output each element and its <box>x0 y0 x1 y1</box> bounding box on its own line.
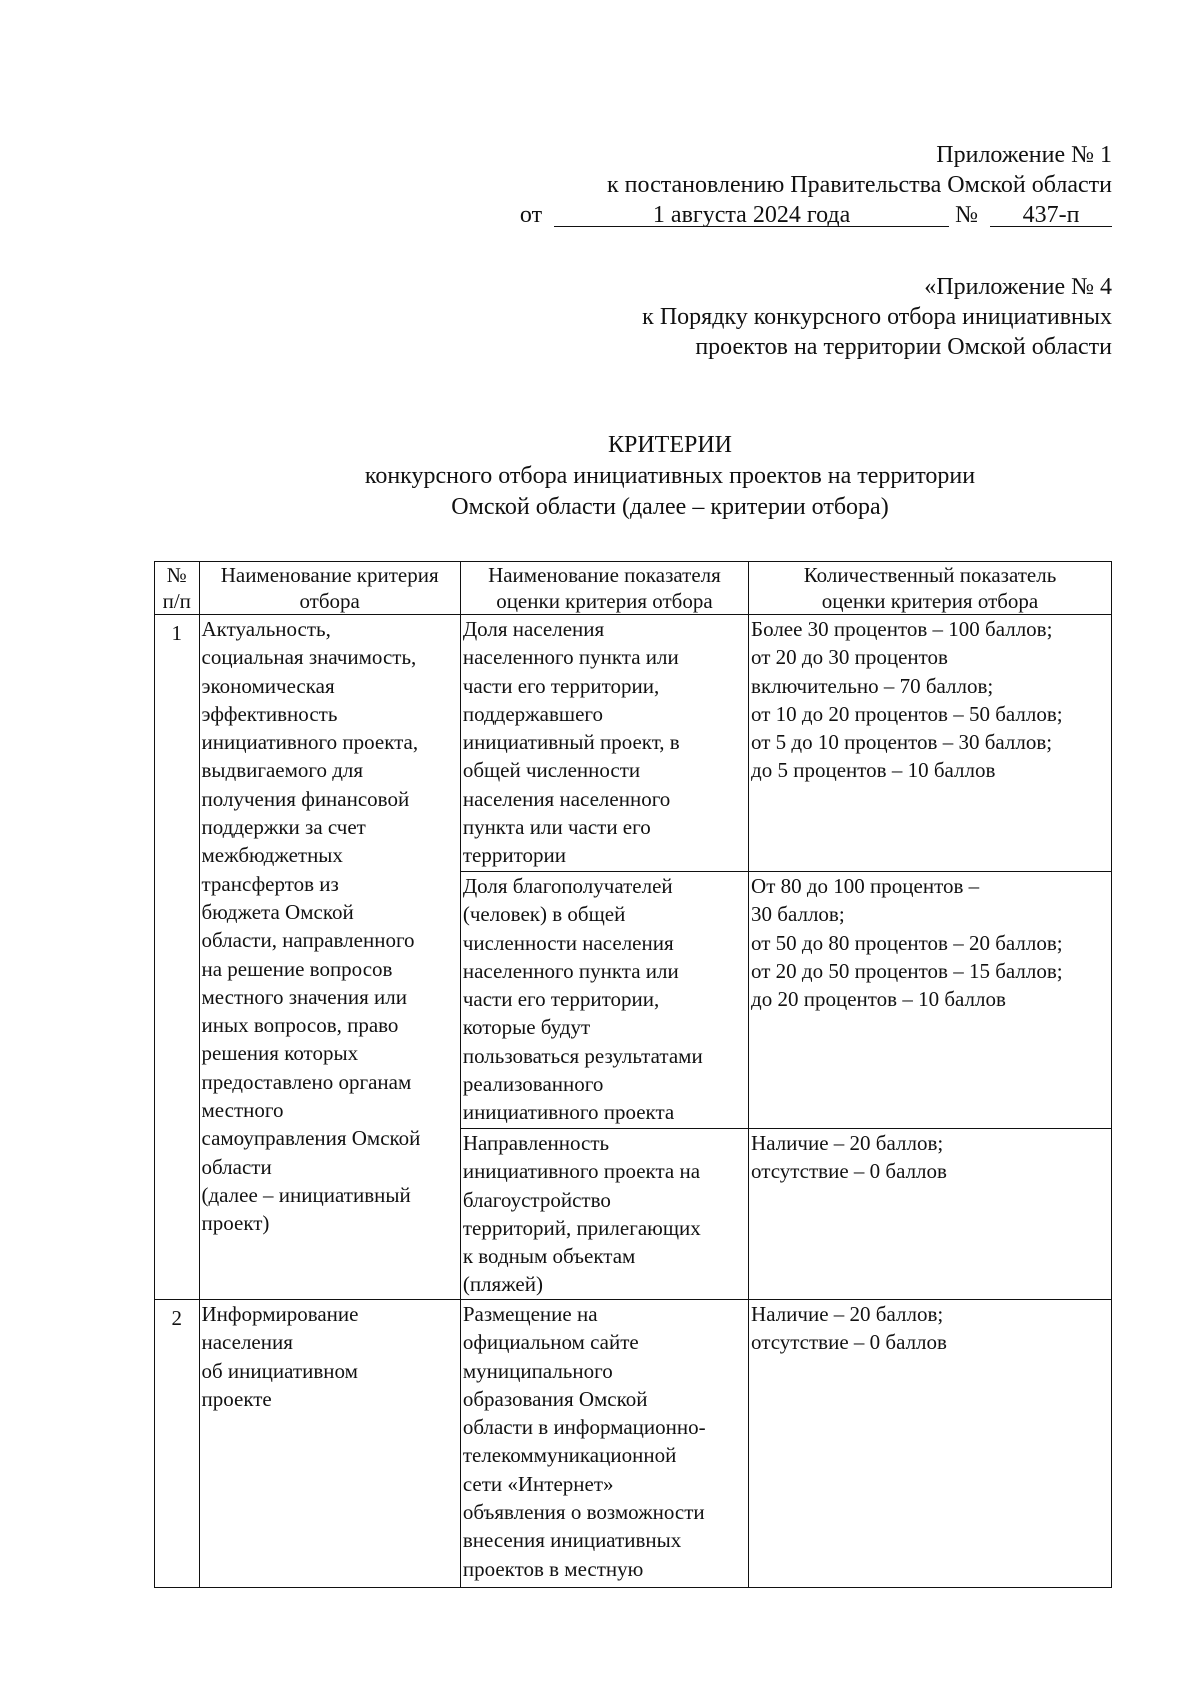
number-prefix: № <box>955 202 978 228</box>
table-row <box>155 1300 1112 1588</box>
indicator-cell: Доля населения населенного пункта или части его территории, поддержавшего инициативный проект, в общей численности населения населенного пункта или части его территории <box>460 615 748 872</box>
criteria-table <box>154 561 1112 1588</box>
score-cell: От 80 до 100 процентов – 30 баллов; от 50 до 80 процентов – 20 баллов; от 20 до 50 процентов – 15 баллов; до 20 процентов – 10 баллов <box>749 872 1112 1129</box>
row-number: 2 <box>155 1300 200 1588</box>
indicator-cell: Направленность инициативного проекта на благоустройство территорий, прилегающих к водным объектам (пляжей) <box>460 1129 748 1300</box>
appendix-header <box>520 140 1112 230</box>
document-subtitle-line-2: Омской области (далее – критерии отбора) <box>451 494 889 520</box>
order-reference-line-2: проектов на территории Омской области <box>695 334 1112 360</box>
score-cell: Более 30 процентов – 100 баллов; от 20 до 30 процентов включительно – 70 баллов; от 10 до 20 процентов – 50 баллов; от 5 до 10 процентов – 30 баллов; до 5 процентов – 10 баллов <box>749 615 1112 872</box>
indicator-cell: Доля благополучателей (человек) в общей численности населения населенного пункта или части его территории, которые будут пользоваться результатами реализованного инициативного проекта <box>460 872 748 1129</box>
row-number: 1 <box>155 615 200 1300</box>
resolution-date: 1 августа 2024 года <box>554 204 949 227</box>
header-indicator: Наименование показателя оценки критерия отбора <box>460 562 748 615</box>
header-score: Количественный показатель оценки критерия отбора <box>749 562 1112 615</box>
criterion-cell: Информирование населения об инициативном проекте <box>199 1300 460 1588</box>
score-cell: Наличие – 20 баллов; отсутствие – 0 баллов <box>749 1129 1112 1300</box>
resolution-number: 437-п <box>990 204 1112 227</box>
document-subtitle-line-1: конкурсного отбора инициативных проектов на территории <box>364 463 976 489</box>
indicator-cell: Размещение на официальном сайте муниципального образования Омской области в информационно- телекоммуникационной сети «Интернет» объявления о возможности внесения инициативных проектов в местную <box>460 1300 748 1588</box>
document-title: КРИТЕРИИ <box>607 432 733 458</box>
header-number: № п/п <box>155 562 200 615</box>
order-reference-line-1: к Порядку конкурсного отбора инициативных <box>642 304 1112 330</box>
appendix-number: Приложение № 1 <box>936 142 1112 168</box>
header-criterion: Наименование критерия отбора <box>199 562 460 615</box>
date-number-line <box>520 200 1112 230</box>
criterion-cell: Актуальность, социальная значимость, экономическая эффективность инициативного проекта, выдвигаемого для получения финансовой поддержки за счет межбюджетных трансфертов из бюджета Омской области, направленного на решение вопросов местного значения или иных вопросов, право решения которых предоставлено органам местного самоуправления Омской области (далее – инициативный проект) <box>199 615 460 1300</box>
table-header-row <box>155 562 1112 615</box>
inner-appendix-header <box>642 272 1112 362</box>
date-prefix: от <box>519 202 543 228</box>
inner-appendix-number: «Приложение № 4 <box>924 274 1112 300</box>
table-row <box>155 615 1112 872</box>
resolution-reference: к постановлению Правительства Омской области <box>606 172 1112 198</box>
score-cell: Наличие – 20 баллов; отсутствие – 0 баллов <box>749 1300 1112 1588</box>
